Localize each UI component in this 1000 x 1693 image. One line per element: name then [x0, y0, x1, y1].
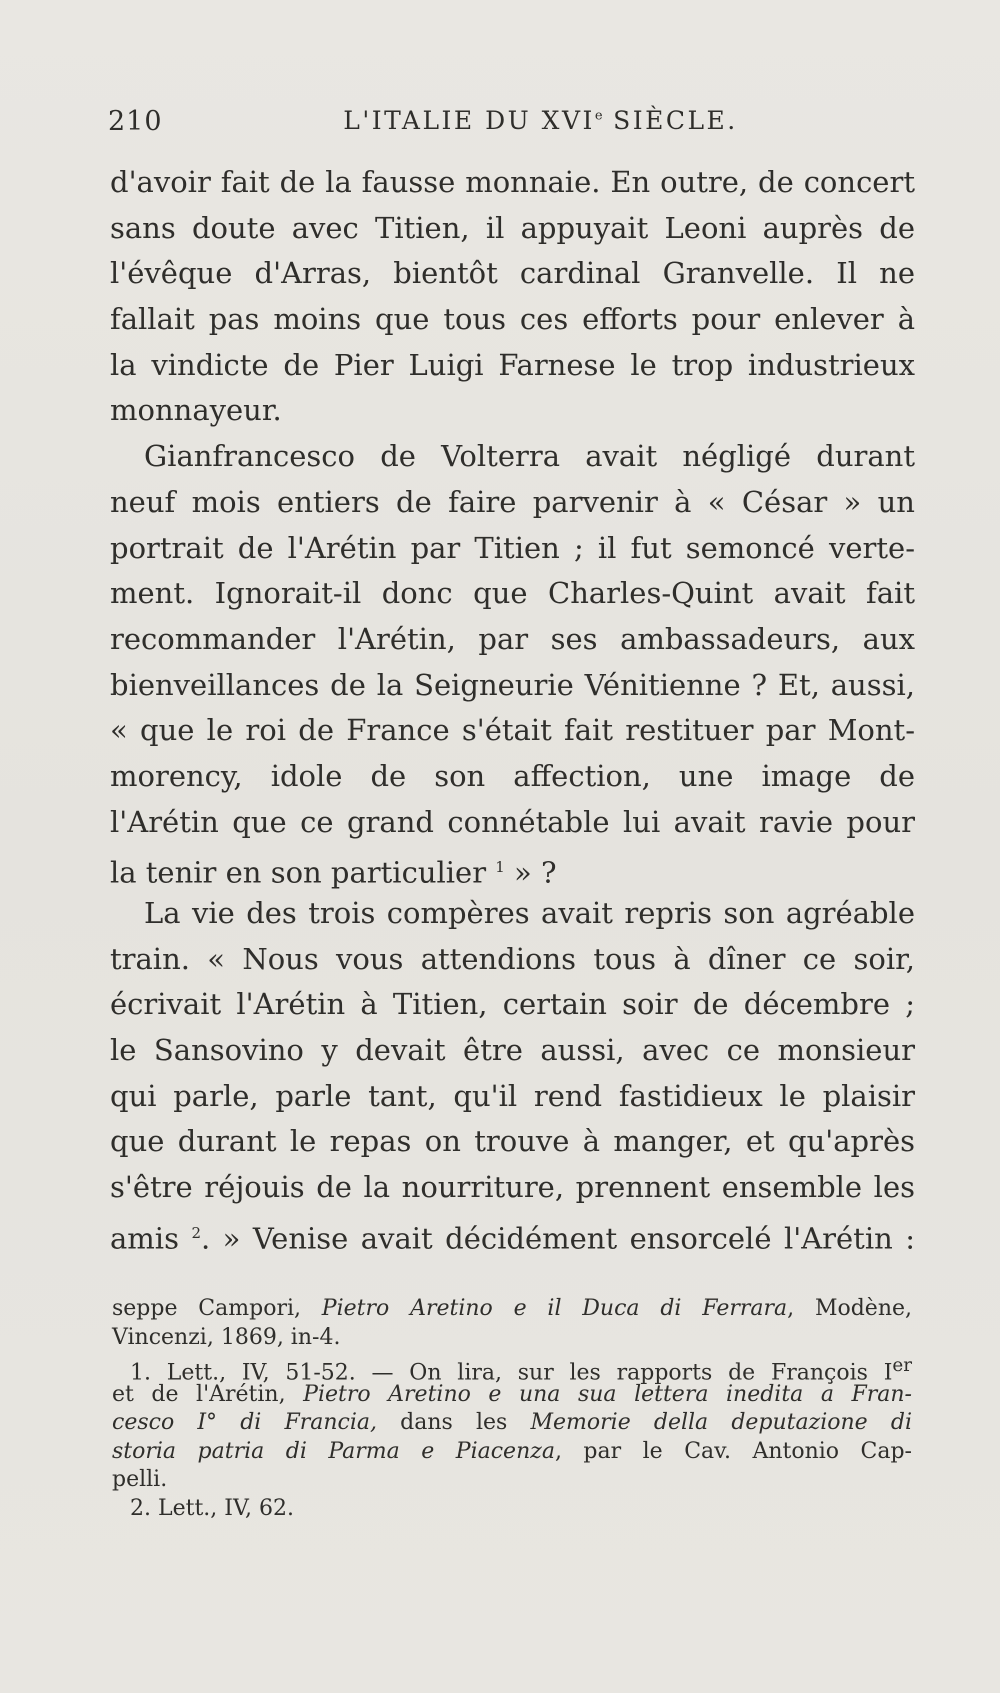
footnote-line: cesco I° di Francia, dans les Memorie della deputazione di	[112, 1410, 912, 1435]
text-line: l'évêque d'Arras, bientôt cardinal Granvelle. Il ne	[110, 256, 915, 291]
text-line: fallait pas moins que tous ces efforts pour enlever à	[110, 302, 915, 337]
text-line: neuf mois entiers de faire parvenir à « César » un	[110, 484, 915, 519]
footnote-line: seppe Campori, Pietro Aretino e il Duca di Ferrara, Modène,	[112, 1296, 912, 1321]
text-line: morency, idole de son affection, une image de	[110, 758, 915, 793]
text-line: le Sansovino y devait être aussi, avec ce monsieur	[110, 1033, 915, 1068]
text-line: train. « Nous vous attendions tous à dîner ce soir,	[110, 941, 915, 976]
footnote-2: 2. Lett., IV, 62.	[130, 1495, 294, 1521]
text-line: La vie des trois compères avait repris son agréable	[144, 896, 915, 930]
text-line: s'être réjouis de la nourriture, prennent ensemble les	[110, 1170, 915, 1205]
text-line: bienveillances de la Seigneurie Vénitienne ? Et, aussi,	[110, 667, 915, 702]
text-line: recommander l'Arétin, par ses ambassadeurs, aux	[110, 621, 915, 656]
page-number: 210	[108, 106, 163, 137]
footnote-line: Vincenzi, 1869, in-4.	[112, 1324, 341, 1350]
footnote-line: pelli.	[112, 1467, 168, 1492]
footnotes	[112, 1295, 912, 1523]
footnote-ref: 1	[495, 858, 505, 877]
text-line: qui parle, parle tant, qu'il rend fastidieux le plaisir	[110, 1078, 915, 1113]
text-line: la vindicte de Pier Luigi Farnese le trop industrieux	[110, 347, 915, 382]
text-line: portrait de l'Arétin par Titien ; il fut semoncé verte-	[110, 530, 915, 565]
running-head	[108, 98, 913, 142]
text-line: l'Arétin que ce grand connétable lui avait ravie pour	[110, 804, 915, 839]
footnote-line: storia patria di Parma e Piacenza, par le Cav. Antonio Cap-	[112, 1438, 912, 1464]
text-line: d'avoir fait de la fausse monnaie. En outre, de concert	[110, 165, 915, 199]
text-line: Gianfrancesco de Volterra avait négligé durant	[144, 439, 915, 474]
text-line: « que le roi de France s'était fait restituer par Mont-	[110, 713, 915, 748]
text-line: amis $^2$. » Venise avait décidément ensorcelé l'Arétin :	[110, 1221, 916, 1256]
footnote-ref: 2	[191, 1223, 201, 1242]
text-line: sans doute avec Titien, il appuyait Leoni auprès de	[110, 210, 915, 245]
text-line: ment. Ignorait-il donc que Charles-Quint avait fait	[110, 576, 915, 611]
text-line: écrivait l'Arétin à Titien, certain soir de décembre ;	[110, 987, 915, 1022]
text-line: que durant le repas on trouve à manger, et qu'après	[110, 1124, 915, 1159]
footnote-line: et de l'Arétin, Pietro Aretino e una sua lettera inedita a Fran-	[112, 1381, 912, 1407]
text-line: la tenir en son particulier $^1$ » ?	[110, 855, 557, 890]
footnote-1: 1. Lett., IV, 51-52. — On lira, sur les rapports de François Ier	[130, 1355, 912, 1386]
running-title: L'ITALIE DU XVIe SIÈCLE.	[343, 106, 738, 135]
text-line: monnayeur.	[110, 393, 282, 428]
body-text	[110, 160, 915, 1257]
